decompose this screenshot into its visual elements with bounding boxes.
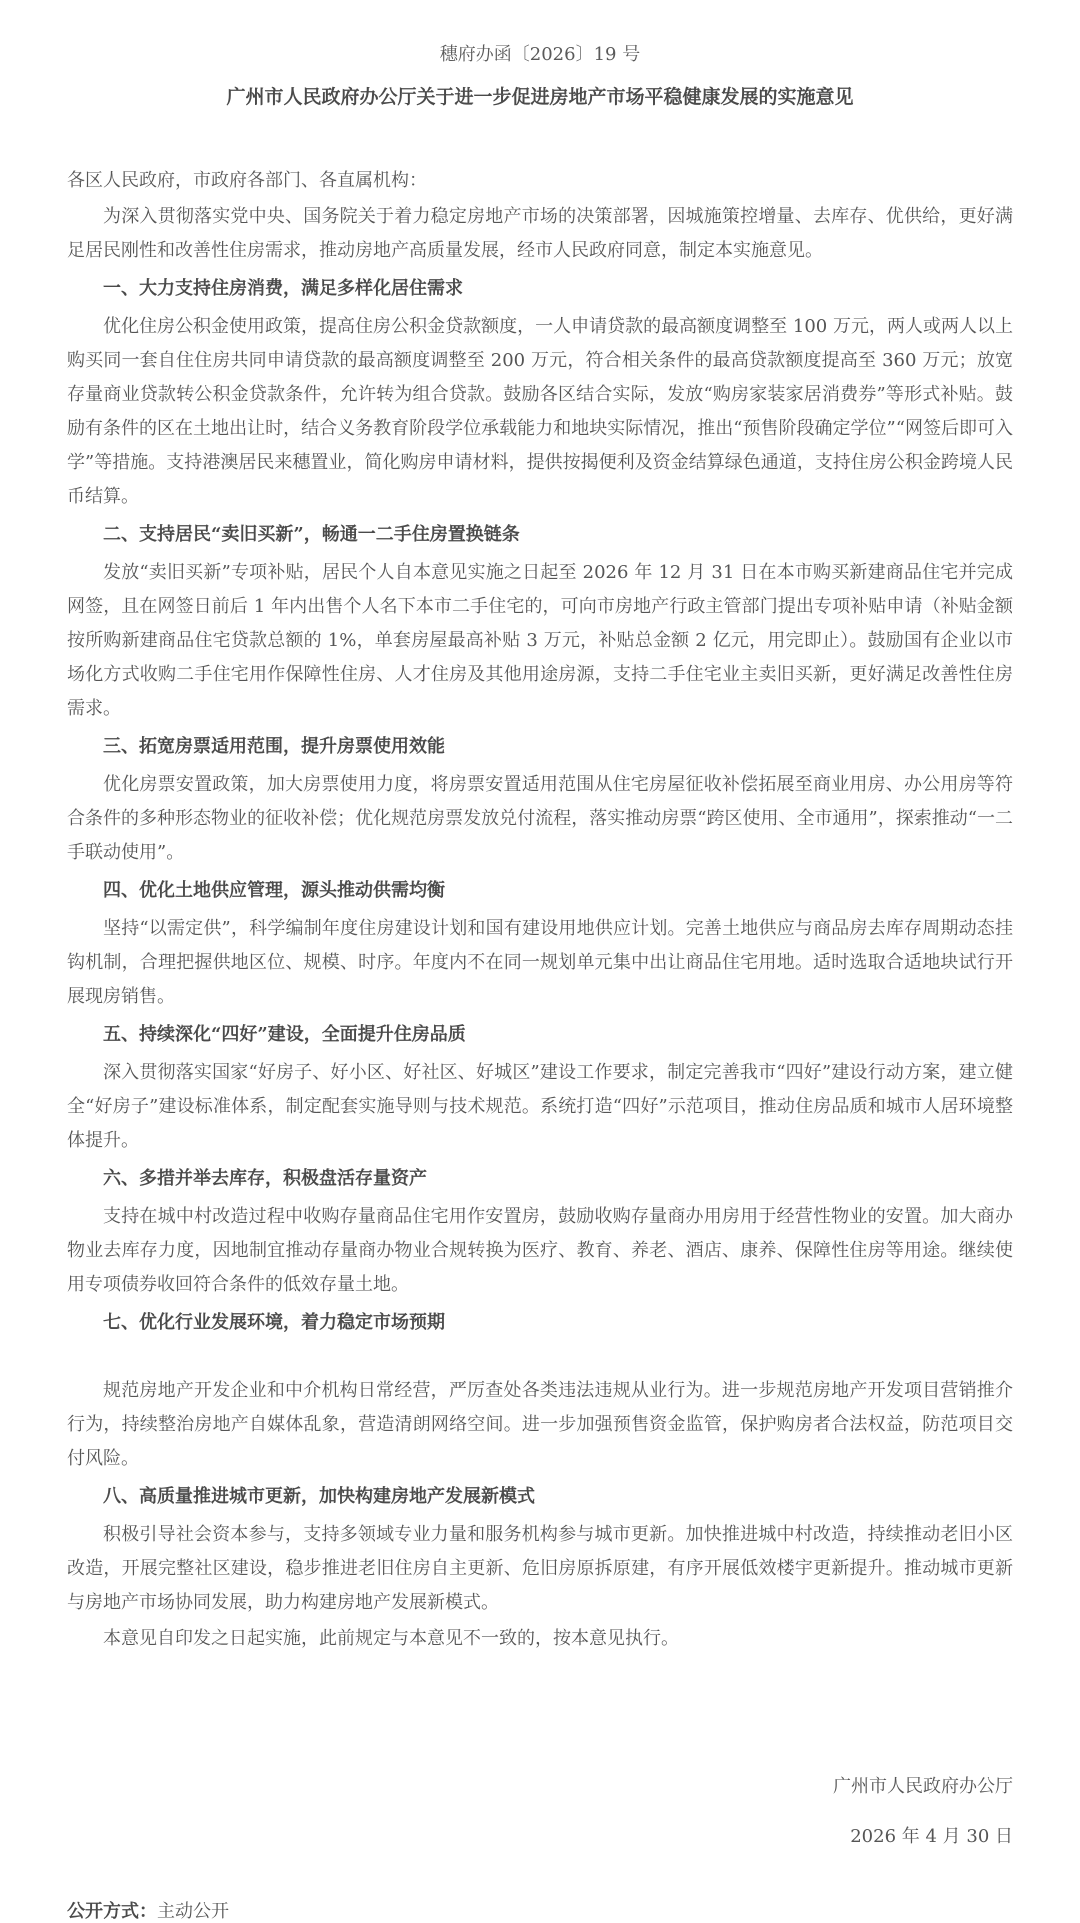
document-body bbox=[67, 164, 1013, 1658]
section-text-2: 发放“卖旧买新”专项补贴，居民个人自本意见实施之日起至 2026 年 12 月 31 日在本市购买新建商品住宅并完成网签，且在网签日前后 1 年内出售个人名下本市二手住宅的，可向市房地产行政主管部门提出专项补贴申请（补贴金额按所购新建商品住宅贷款总额的 1%，单套房屋最高补贴 3 万元，补贴总金额 2 亿元，用完即止）。鼓励国有企业以市场化方式收购二手住宅用作保障性住房、人才住房及其他用途房源，支持二手住宅业主卖旧买新，更好满足改善性住房需求。 bbox=[67, 562, 1013, 719]
section-heading-4: 四、优化土地供应管理，源头推动供需均衡 bbox=[103, 880, 445, 901]
section-heading-6: 六、多措并举去库存，积极盘活存量资产 bbox=[103, 1168, 427, 1189]
section-text-5: 深入贯彻落实国家“好房子、好小区、好社区、好城区”建设工作要求，制定完善我市“四好”建设行动方案，建立健全“好房子”建设标准体系，制定配套实施导则与技术规范。系统打造“四好”示范项目，推动住房品质和城市人居环境整体提升。 bbox=[67, 1062, 1013, 1151]
section-text-1: 优化住房公积金使用政策，提高住房公积金贷款额度，一人申请贷款的最高额度调整至 100 万元，两人或两人以上购买同一套自住住房共同申请贷款的最高额度调整至 200 万元，符合相关条件的最高贷款额度提高至 360 万元；放宽存量商业贷款转公积金贷款条件，允许转为组合贷款。鼓励各区结合实际，发放“购房家装家居消费券”等形式补贴。鼓励有条件的区在土地出让时，结合义务教育阶段学位承载能力和地块实际情况，推出“预售阶段确定学位”“网签后即可入学”等措施。支持港澳居民来穗置业，简化购房申请材料，提供按揭便利及资金结算绿色通道，支持住房公积金跨境人民币结算。 bbox=[67, 316, 1013, 507]
document-number: 穗府办函〔2026〕19 号 bbox=[439, 44, 641, 65]
section-text-8: 积极引导社会资本参与，支持多领域专业力量和服务机构参与城市更新。加快推进城中村改造，持续推动老旧小区改造，开展完整社区建设，稳步推进老旧住房自主更新、危旧房原拆原建，有序开展低效楼宇更新提升。推动城市更新与房地产市场协同发展，助力构建房地产发展新模式。 bbox=[67, 1524, 1013, 1613]
disclosure-label: 公开方式： bbox=[67, 1901, 157, 1922]
section-heading-8: 八、高质量推进城市更新，加快构建房地产发展新模式 bbox=[103, 1486, 535, 1507]
closing-paragraph: 本意见自印发之日起实施，此前规定与本意见不一致的，按本意见执行。 bbox=[103, 1628, 679, 1649]
section-text-3: 优化房票安置政策，加大房票使用力度，将房票安置适用范围从住宅房屋征收补偿拓展至商业用房、办公用房等符合条件的多种形态物业的征收补偿；优化规范房票发放兑付流程，落实推动房票“跨区使用、全市通用”，探索推动“一二手联动使用”。 bbox=[67, 774, 1013, 863]
section-heading-5: 五、持续深化“四好”建设，全面提升住房品质 bbox=[103, 1024, 466, 1045]
section-heading-7: 七、优化行业发展环境，着力稳定市场预期 bbox=[103, 1312, 445, 1333]
section-heading-1: 一、大力支持住房消费，满足多样化居住需求 bbox=[103, 278, 463, 299]
intro-paragraph: 为深入贯彻落实党中央、国务院关于着力稳定房地产市场的决策部署，因城施策控增量、去库存、优供给，更好满足居民刚性和改善性住房需求，推动房地产高质量发展，经市人民政府同意，制定本实施意见。 bbox=[67, 206, 1013, 261]
document-title: 广州市人民政府办公厅关于进一步促进房地产市场平稳健康发展的实施意见 bbox=[226, 86, 854, 108]
disclosure-line bbox=[67, 1897, 229, 1923]
section-text-7: 规范房地产开发企业和中介机构日常经营，严厉查处各类违法违规从业行为。进一步规范房地产开发项目营销推介行为，持续整治房地产自媒体乱象，营造清朗网络空间。进一步加强预售资金监管，保护购房者合法权益，防范项目交付风险。 bbox=[67, 1380, 1013, 1469]
section-heading-2: 二、支持居民“卖旧买新”，畅通一二手住房置换链条 bbox=[103, 524, 520, 545]
salutation: 各区人民政府，市政府各部门、各直属机构： bbox=[67, 170, 427, 191]
section-heading-3: 三、拓宽房票适用范围，提升房票使用效能 bbox=[103, 736, 445, 757]
section-text-4: 坚持“以需定供”，科学编制年度住房建设计划和国有建设用地供应计划。完善土地供应与商品房去库存周期动态挂钩机制，合理把握供地区位、规模、时序。年度内不在同一规划单元集中出让商品住宅用地。适时选取合适地块试行开展现房销售。 bbox=[67, 918, 1013, 1007]
disclosure-value: 主动公开 bbox=[157, 1901, 229, 1922]
signature-date: 2026 年 4 月 30 日 bbox=[850, 1826, 1013, 1847]
signature-organization: 广州市人民政府办公厅 bbox=[833, 1776, 1013, 1797]
section-text-6: 支持在城中村改造过程中收购存量商品住宅用作安置房，鼓励收购存量商办用房用于经营性物业的安置。加大商办物业去库存力度，因地制宜推动存量商办物业合规转换为医疗、教育、养老、酒店、康养、保障性住房等用途。继续使用专项债券收回符合条件的低效存量土地。 bbox=[67, 1206, 1013, 1295]
